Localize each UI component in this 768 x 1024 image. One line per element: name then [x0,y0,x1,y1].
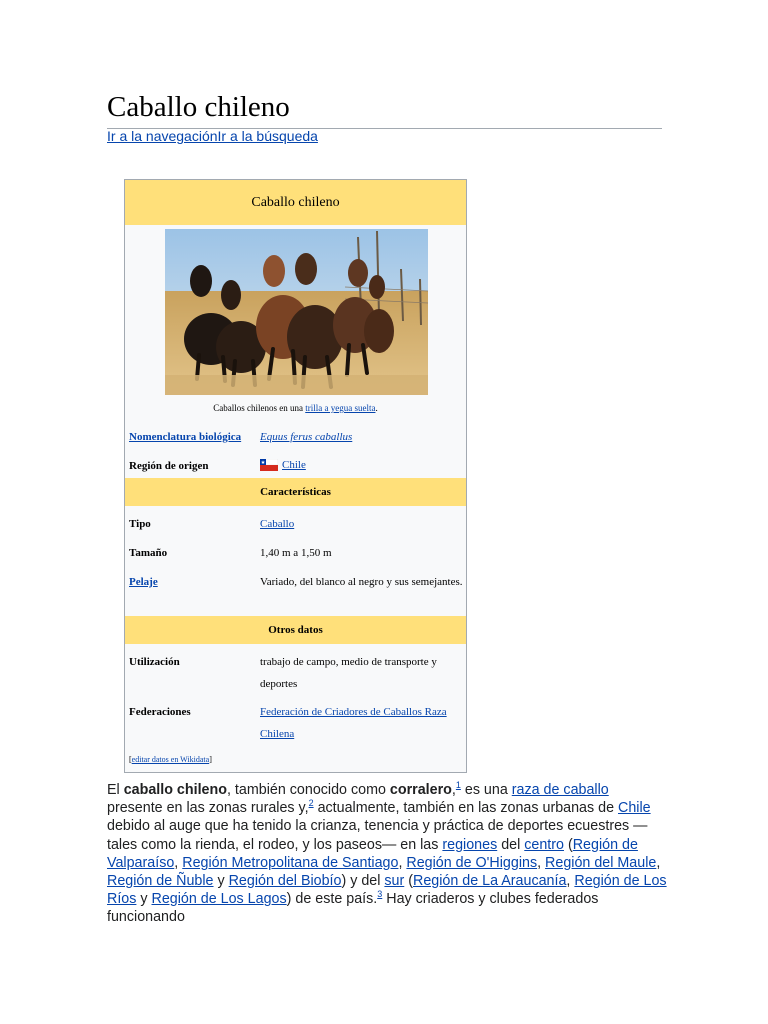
caption-period: . [375,403,378,413]
tipo-label: Tipo [129,518,151,530]
text: , [566,873,575,890]
valparaiso-link[interactable]: Región de Valparaíso [107,836,638,871]
metropolitana-link[interactable]: Región Metropolitana de Santiago [182,854,399,871]
text: , [174,854,183,871]
horse-photo[interactable] [165,229,428,395]
caption-text: Caballos chilenos en una [213,403,306,413]
araucania-link[interactable]: Región de La Araucanía [413,873,567,890]
text: , [451,782,456,798]
wikidata-edit-link[interactable]: editar datos en Wikidata [131,755,210,764]
federaciones-label: Federaciones [129,706,191,718]
region-origen-label: Región de origen [129,460,209,472]
caballo-link[interactable]: Caballo [260,518,295,530]
text: y [136,891,152,908]
intro-paragraph [107,781,667,927]
jump-to-navigation-link[interactable]: Ir a la navegación [107,128,218,144]
page-title: Caballo chileno [107,88,662,129]
text: ( [564,836,573,853]
text: ) y del [341,873,385,890]
jump-links [107,128,318,144]
text: actualmente, también en las zonas urbanas de [313,800,619,817]
reference-link[interactable]: 2 [308,798,314,809]
los-lagos-link[interactable]: Región de Los Lagos [151,891,287,908]
infobox-title: Caballo chileno [125,180,466,225]
section-otros-datos: Otros datos [125,616,466,644]
text: y [213,873,229,890]
infobox [124,179,467,773]
biobio-link[interactable]: Región del Biobío [228,873,342,890]
text: es una [460,782,512,798]
centro-link[interactable]: centro [524,836,564,853]
section-caracteristicas: Características [125,478,466,506]
pelaje-value: Variado, del blanco al negro y sus semejantes. [260,576,463,588]
text: , [656,854,661,871]
text: presente en las zonas rurales y, [107,800,309,817]
chile-flag-icon [260,459,278,471]
bold-term: caballo chileno [123,782,227,798]
federacion-link[interactable]: Federación de Criadores de Caballos Raza Chilena [260,706,447,740]
text: Hay criaderos y clubes federados funcionando [107,891,599,926]
horse-photo-icon [165,229,428,395]
wikidata-edit [129,755,212,764]
trilla-link[interactable]: trilla a yegua suelta [305,403,376,413]
bold-term: corralero [389,782,452,798]
sur-link[interactable]: sur [384,873,405,890]
utilizacion-value: trabajo de campo, medio de transporte y deportes [260,656,437,690]
text: debido al auge que ha tenido la crianza, tenencia y práctica de deportes ecuestres —tales como la rienda, el rodeo, y los paseos— en las [107,818,648,853]
ohiggins-link[interactable]: Región de O'Higgins [406,854,538,871]
equus-link[interactable]: Equus ferus caballus [260,431,353,443]
utilizacion-label: Utilización [129,656,180,668]
reference-link[interactable]: 1 [455,780,461,791]
nuble-link[interactable]: Región de Ñuble [107,873,214,890]
bracket-open: [ [129,755,132,764]
text: , también conocido como [226,782,390,798]
chile-text-link[interactable]: Chile [618,800,651,817]
jump-to-search-link[interactable]: Ir a la búsqueda [217,128,318,144]
pelaje-link[interactable]: Pelaje [129,576,158,588]
raza-link[interactable]: raza de caballo [511,782,609,798]
image-caption [125,403,466,413]
text: ) de este país. [286,891,378,908]
bracket-close: ] [209,755,212,764]
tamano-value: 1,40 m a 1,50 m [260,547,332,559]
chile-link[interactable]: Chile [282,459,306,471]
maule-link[interactable]: Región del Maule [545,854,657,871]
text: ( [404,873,413,890]
nomenclatura-link[interactable]: Nomenclatura biológica [129,431,242,443]
text: , [398,854,407,871]
text: , [537,854,546,871]
reference-link[interactable]: 3 [377,889,383,900]
text: El [107,782,124,798]
regiones-link[interactable]: regiones [442,836,498,853]
los-rios-link[interactable]: Región de Los Ríos [107,873,667,908]
tamano-label: Tamaño [129,547,168,559]
text: del [497,836,525,853]
